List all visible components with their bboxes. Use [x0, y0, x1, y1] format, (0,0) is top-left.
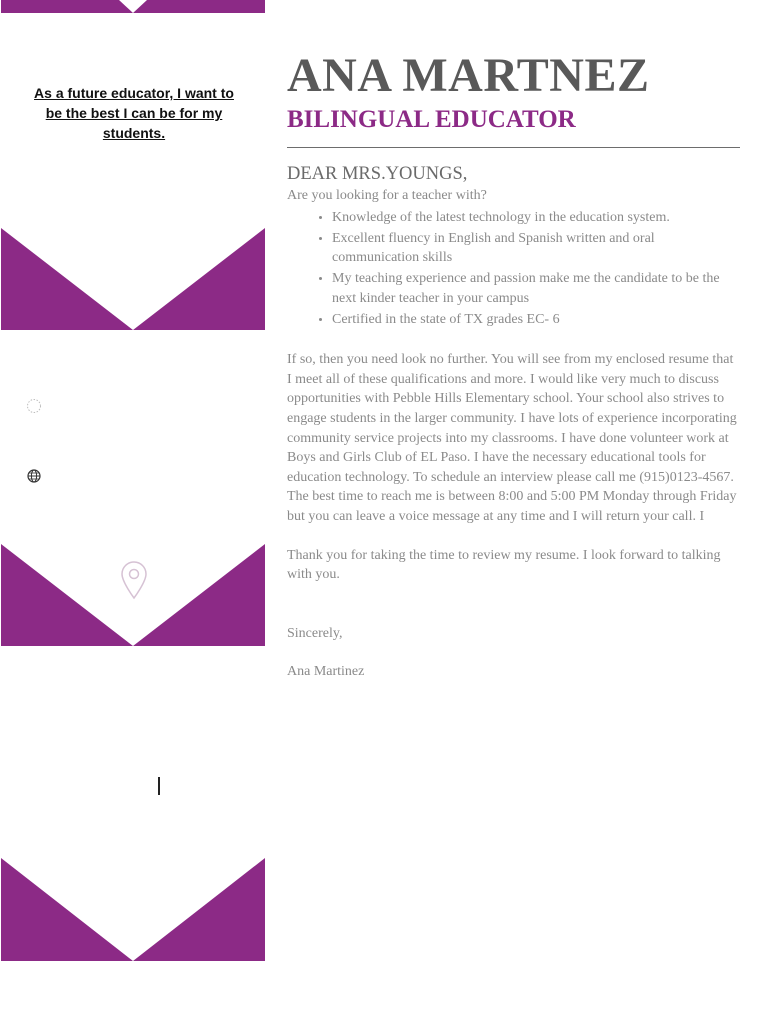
list-item: • My teaching experience and passion make me the candidate to be the next kinder teacher in your campus	[332, 269, 737, 308]
qualification-list	[287, 208, 737, 330]
intro-line: Are you looking for a teacher with?	[287, 188, 487, 203]
job-title: BILINGUAL EDUCATOR	[287, 106, 576, 133]
location-pin-icon	[119, 560, 149, 605]
salutation: DEAR MRS.YOUNGS,	[287, 164, 468, 184]
list-item: • Certified in the state of TX grades EC- 6	[332, 310, 737, 330]
applicant-name: ANA MARTNEZ	[287, 49, 650, 102]
header-divider	[287, 147, 740, 148]
signoff: Sincerely,	[287, 625, 343, 641]
tagline: As a future educator, I want to be the best I can be for my students.	[34, 85, 234, 141]
body-paragraph: If so, then you need look no further. You will see from my enclosed resume that I meet all of these qualifications and more. I would like very much to discuss opportunities with Pebble Hills Elementary school. Your school also strives to engage students in the larger community. I have lots of experience incorporating community service projects into my classrooms. I have done volunteer work at Boys and Girls Club of EL Paso. I have the necessary educational tools for education technology. To schedule an interview please call me (915)0123-4567. The best time to reach me is between 8:00 and 5:00 PM Monday through Friday but you can leave a voice message at any time and I will return your call. I	[287, 352, 737, 524]
dotted-circle-icon	[26, 398, 42, 419]
list-item: • Excellent fluency in English and Spanish written and oral communication skills	[332, 229, 737, 268]
sidebar-banner-chevron	[1, 228, 265, 330]
sidebar-banner-top	[1, 0, 265, 13]
sidebar-banner-chevron	[1, 858, 265, 961]
cover-letter	[287, 162, 737, 682]
signature: Ana Martinez	[287, 664, 365, 680]
closing-paragraph: Thank you for taking the time to review my resume. I look forward to talking with you.	[287, 547, 721, 583]
list-item: • Knowledge of the latest technology in the education system.	[332, 208, 737, 228]
text-cursor	[158, 777, 160, 795]
globe-icon	[26, 468, 42, 489]
